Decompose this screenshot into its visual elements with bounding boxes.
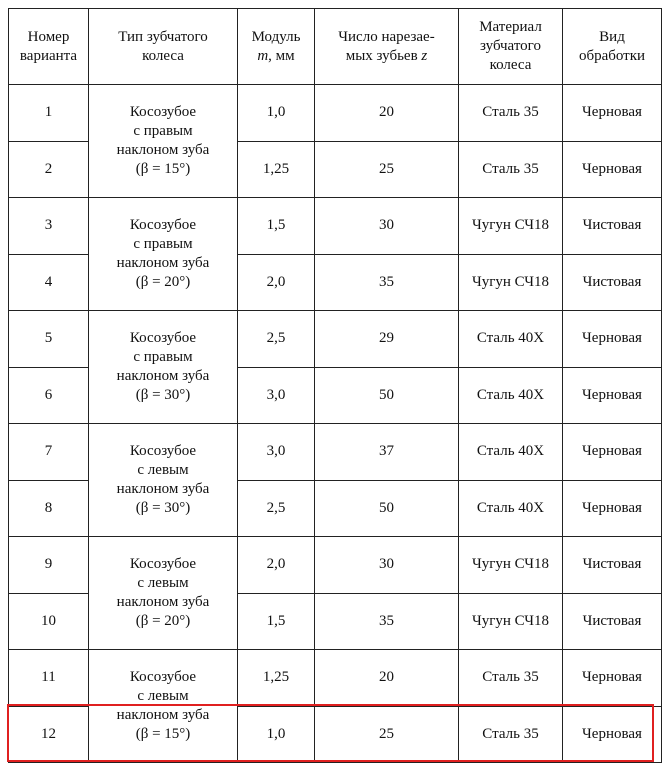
processing-cell: Чистовая — [563, 198, 662, 255]
variant-cell: 8 — [9, 480, 89, 537]
gear-type-cell — [89, 650, 238, 763]
header-teeth: Число нарезае- мых зубьев z — [315, 9, 459, 85]
teeth-cell: 20 — [315, 650, 459, 707]
gear-type-label: Косозубое с правым наклоном зуба (β = 30°) — [116, 330, 210, 403]
gear-type-cell — [89, 311, 238, 424]
gear-type-label: Косозубое с левым наклоном зуба (β = 20°) — [116, 556, 210, 629]
variant-cell: 2 — [9, 141, 89, 198]
gear-type-cell — [89, 198, 238, 311]
teeth-cell: 25 — [315, 141, 459, 198]
variant-cell: 10 — [9, 593, 89, 650]
variant-cell: 12 — [9, 706, 89, 763]
processing-cell: Черновая — [563, 367, 662, 424]
header-row — [9, 9, 662, 85]
teeth-cell: 50 — [315, 367, 459, 424]
gear-variants-table — [8, 8, 662, 763]
module-cell: 2,5 — [238, 480, 315, 537]
material-cell: Сталь 40Х — [459, 367, 563, 424]
material-cell: Сталь 35 — [459, 706, 563, 763]
module-cell: 2,0 — [238, 537, 315, 594]
teeth-cell: 30 — [315, 198, 459, 255]
table-row — [9, 311, 662, 368]
material-cell: Сталь 35 — [459, 650, 563, 707]
gear-type-label: Косозубое с левым наклоном зуба (β = 30°) — [116, 443, 210, 516]
material-cell: Чугун СЧ18 — [459, 198, 563, 255]
material-cell: Сталь 40Х — [459, 424, 563, 481]
variant-cell: 4 — [9, 254, 89, 311]
header-material: Материал зубчатого колеса — [459, 9, 563, 85]
gear-type-cell — [89, 85, 238, 198]
variant-cell: 9 — [9, 537, 89, 594]
teeth-cell: 35 — [315, 593, 459, 650]
processing-cell: Чистовая — [563, 537, 662, 594]
module-cell: 2,5 — [238, 311, 315, 368]
processing-cell: Черновая — [563, 706, 662, 763]
variant-cell: 3 — [9, 198, 89, 255]
teeth-cell: 35 — [315, 254, 459, 311]
material-cell: Сталь 35 — [459, 141, 563, 198]
processing-cell: Черновая — [563, 141, 662, 198]
module-cell: 1,0 — [238, 706, 315, 763]
material-cell: Сталь 40Х — [459, 311, 563, 368]
material-cell: Чугун СЧ18 — [459, 254, 563, 311]
module-cell: 1,25 — [238, 650, 315, 707]
header-variant: Номер варианта — [9, 9, 89, 85]
header-gear-type: Тип зубчатого колеса — [89, 9, 238, 85]
teeth-cell: 29 — [315, 311, 459, 368]
module-cell: 2,0 — [238, 254, 315, 311]
table-row — [9, 198, 662, 255]
teeth-cell: 50 — [315, 480, 459, 537]
gear-type-label: Косозубое с левым наклоном зуба (β = 15°) — [116, 669, 210, 742]
table-row — [9, 537, 662, 594]
table-body — [9, 85, 662, 763]
teeth-cell: 30 — [315, 537, 459, 594]
variant-cell: 6 — [9, 367, 89, 424]
table-row — [9, 85, 662, 142]
variant-cell: 1 — [9, 85, 89, 142]
processing-cell: Черновая — [563, 480, 662, 537]
module-cell: 3,0 — [238, 424, 315, 481]
header-module: Модуль m, мм — [238, 9, 315, 85]
material-cell: Сталь 35 — [459, 85, 563, 142]
module-cell: 1,0 — [238, 85, 315, 142]
gear-type-label: Косозубое с правым наклоном зуба (β = 20°) — [116, 217, 210, 290]
material-cell: Чугун СЧ18 — [459, 537, 563, 594]
header-processing: Вид обработки — [563, 9, 662, 85]
module-cell: 3,0 — [238, 367, 315, 424]
gear-type-label: Косозубое с правым наклоном зуба (β = 15°) — [116, 104, 210, 177]
gear-type-cell — [89, 537, 238, 650]
module-cell: 1,25 — [238, 141, 315, 198]
processing-cell: Черновая — [563, 424, 662, 481]
teeth-cell: 25 — [315, 706, 459, 763]
variant-cell: 7 — [9, 424, 89, 481]
material-cell: Сталь 40Х — [459, 480, 563, 537]
module-cell: 1,5 — [238, 593, 315, 650]
material-cell: Чугун СЧ18 — [459, 593, 563, 650]
table-row — [9, 650, 662, 707]
module-cell: 1,5 — [238, 198, 315, 255]
processing-cell: Черновая — [563, 85, 662, 142]
processing-cell: Черновая — [563, 650, 662, 707]
processing-cell: Чистовая — [563, 593, 662, 650]
processing-cell: Черновая — [563, 311, 662, 368]
table-row — [9, 424, 662, 481]
teeth-cell: 37 — [315, 424, 459, 481]
variant-cell: 5 — [9, 311, 89, 368]
teeth-cell: 20 — [315, 85, 459, 142]
variant-cell: 11 — [9, 650, 89, 707]
gear-type-cell — [89, 424, 238, 537]
processing-cell: Чистовая — [563, 254, 662, 311]
